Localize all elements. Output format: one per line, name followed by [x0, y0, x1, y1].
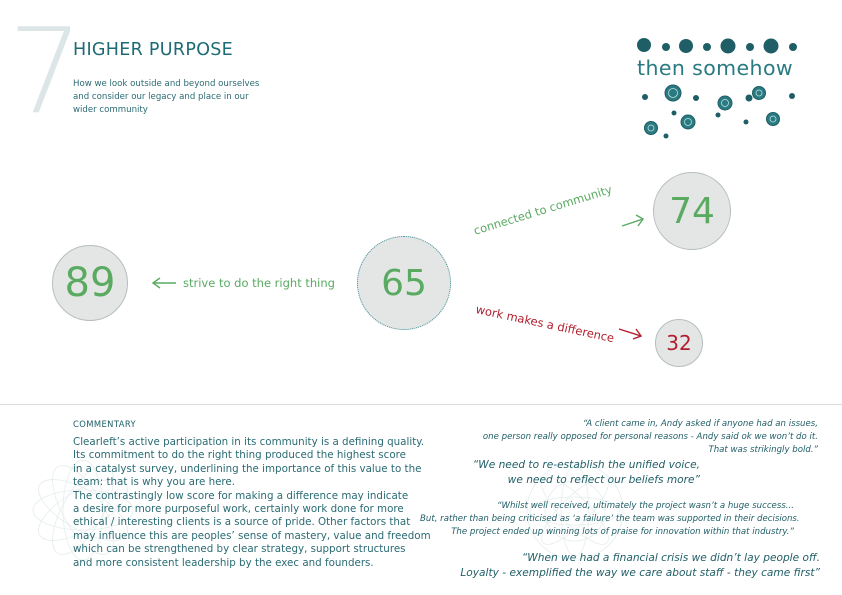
score-strive-value: 89 [64, 260, 116, 306]
commentary-line: which can be strengthened by clear strategy, support structures [73, 543, 406, 556]
commentary-line: Its commitment to do the right thing produced the highest score [73, 449, 406, 462]
quote-line: “A client came in, Andy asked if anyone had an issues, [582, 419, 818, 429]
quote-line: one person really opposed for personal reasons - Andy said ok we won’t do it. [482, 432, 818, 442]
commentary-line: in a catalyst survey, underlining the importance of this value to the [73, 462, 422, 475]
arrow-up-right-icon [622, 215, 643, 226]
then-somehow-logo [636, 36, 806, 146]
commentary-line: ethical / interesting clients is a source of pride. Other factors that [73, 516, 411, 529]
quote-line: we need to reflect our beliefs more” [507, 474, 700, 486]
quote-project-success [420, 500, 800, 539]
score-connected-value: 74 [669, 190, 715, 232]
page-title: HIGHER PURPOSE [73, 40, 234, 60]
quote-line: “Whilst well received, ultimately the project wasn’t a huge success... [497, 501, 794, 511]
commentary-line: a desire for more purposeful work, certainly work done for more [73, 503, 404, 516]
quote-line: “When we had a financial crisis we didn’t lay people off. [521, 552, 820, 564]
commentary-line: may influence this are peoples’ sense of mastery, value and freedom [73, 529, 431, 542]
commentary-line: Clearleft’s active participation in its community is a defining quality. [73, 436, 425, 448]
quote-line: But, rather than being criticised as ‘a failure’ the team was supported in their decisions. [420, 514, 800, 524]
brand-name: then somehow [637, 56, 794, 80]
commentary-line: and more consistent leadership by the exec and founders. [73, 556, 374, 569]
commentary-heading: COMMENTARY [73, 419, 137, 429]
commentary-line: The contrastingly low score for making a difference may indicate [73, 489, 409, 502]
label-difference: work makes a difference [474, 302, 616, 346]
arrow-down-right-icon [619, 329, 641, 339]
commentary-line: team: that is why you are here. [73, 476, 236, 489]
score-connected [653, 172, 731, 250]
score-strive [52, 245, 128, 321]
quote-line: The project ended up winning lots of praise for innovation within that industry.” [451, 527, 794, 537]
score-difference-value: 32 [666, 331, 692, 355]
quote-line: That was strikingly bold.” [708, 445, 818, 455]
quote-unified-voice [440, 458, 700, 488]
label-connected: connected to community [471, 182, 614, 238]
score-overall [357, 236, 451, 330]
quote-line: Loyalty - exemplified the way we care about staff - they came first” [460, 567, 820, 579]
section-divider [0, 404, 842, 405]
label-strive: strive to do the right thing [183, 276, 335, 290]
score-overall-value: 65 [381, 262, 427, 304]
section-number: 7 [8, 2, 84, 140]
quote-line: “We need to re-establish the unified voice, [472, 459, 700, 471]
quote-client-bold [440, 418, 818, 457]
commentary-body [73, 436, 433, 570]
quote-financial-crisis [420, 551, 820, 581]
section-description: How we look outside and beyond ourselves and consider our legacy and place in our wider community [73, 79, 260, 115]
arrow-left-icon [153, 278, 176, 288]
score-difference [655, 319, 703, 367]
